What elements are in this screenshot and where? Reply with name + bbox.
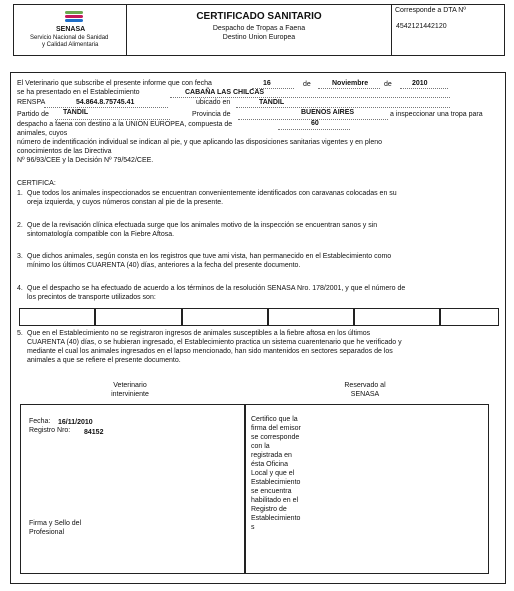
item-number: 4. bbox=[17, 285, 23, 292]
animals-text: animales, cuyos bbox=[17, 130, 68, 137]
document-subtitle-1: Despacho de Tropas a Faena bbox=[212, 25, 306, 32]
certifico-line: Local y que el bbox=[251, 470, 295, 477]
year-line bbox=[400, 88, 448, 89]
count-line bbox=[278, 129, 350, 130]
establishment-intro: se ha presentado en el Establecimiento bbox=[17, 89, 140, 96]
partido-line bbox=[55, 119, 170, 120]
precinct-field-1[interactable] bbox=[19, 308, 95, 326]
ident-text-2: conocimientos de las Directiva bbox=[17, 148, 112, 155]
item-text-line: sintomatología compatible con la Fiebre Aftosa. bbox=[27, 231, 175, 238]
item-number: 3. bbox=[17, 253, 23, 260]
date-year: 2010 bbox=[412, 80, 428, 87]
month-line bbox=[318, 88, 380, 89]
certifico-line: Establecimiento bbox=[251, 515, 301, 522]
certifico-line: se encuentra bbox=[251, 488, 292, 495]
certifico-line: Certifico que la bbox=[251, 416, 298, 423]
logo-bar-green bbox=[65, 11, 83, 14]
partido-label: Partido de bbox=[17, 111, 49, 118]
certifico-line: firma del emisor bbox=[251, 425, 301, 432]
item-text-line: mediante el cual los animales ingresados en el lapso mencionado, han sido mantenidos en sectores separados de los bbox=[27, 348, 393, 355]
item-text-line: animales a que se refiere el presente documento. bbox=[27, 357, 181, 364]
item-text-line: Que en el Establecimiento no se registraron ingresos de animales susceptibles a la fiebre aftosa en los últimos bbox=[27, 330, 371, 337]
renspa-label: RENSPA bbox=[17, 99, 46, 106]
item-text-line: Que todos los animales inspeccionados se encuentran convenientemente identificados con caravanas colocadas en su bbox=[27, 190, 397, 197]
certifico-line: s bbox=[251, 524, 255, 531]
de-text-1: de bbox=[303, 81, 311, 88]
dta-label: Corresponde a DTA Nº bbox=[395, 7, 466, 14]
partido-value: TANDIL bbox=[63, 109, 89, 116]
document-title: CERTIFICADO SANITARIO bbox=[196, 11, 322, 22]
item-text-line: Que el despacho se ha efectuado de acuerdo a los términos de la resolución SENASA Nro. 178/2001, y que el número de bbox=[27, 285, 406, 292]
certifico-line: ésta Oficina bbox=[251, 461, 288, 468]
precinct-field-4[interactable] bbox=[268, 308, 354, 326]
precinct-field-6[interactable] bbox=[440, 308, 499, 326]
date-day: 16 bbox=[263, 80, 271, 87]
logo-bar-blue bbox=[65, 19, 83, 22]
animal-count: 60 bbox=[311, 120, 319, 127]
certifico-line: se corresponde bbox=[251, 434, 300, 441]
item-number: 5. bbox=[17, 330, 23, 337]
item-number: 2. bbox=[17, 222, 23, 229]
fecha-label: Fecha: bbox=[29, 418, 51, 425]
dta-number: 4542121442120 bbox=[396, 23, 447, 30]
provincia-value: BUENOS AIRES bbox=[301, 109, 355, 116]
certifico-line: con la bbox=[251, 443, 270, 450]
precinct-field-5[interactable] bbox=[354, 308, 440, 326]
inspect-text: a inspeccionar una tropa para bbox=[390, 111, 483, 118]
item-text-line: oreja izquierda, y cuyos números constan al pie de la presente. bbox=[27, 199, 224, 206]
org-full-name-2: y Calidad Alimentaria bbox=[42, 42, 99, 48]
senasa-heading-2: SENASA bbox=[350, 391, 380, 398]
renspa-value: 54.864.8.75745.41 bbox=[76, 99, 135, 106]
firma-label-1: Firma y Sello del bbox=[29, 520, 82, 527]
date-month: Noviembre bbox=[332, 80, 369, 87]
item-text-line: Que de la revisación clínica efectuada surge que los animales motivo de la inspección se encuentran sanos y sin bbox=[27, 222, 378, 229]
ubicado-label: ubicado en bbox=[196, 99, 231, 106]
item-text-line: Que dichos animales, según consta en los registros que tuve ami vista, han permanecido en el Establecimiento como bbox=[27, 253, 392, 260]
certifico-line: Registro de bbox=[251, 506, 287, 513]
precinct-field-3[interactable] bbox=[182, 308, 268, 326]
despacho-text: despacho a faena con destino a la UNION EUROPEA, compuesta de bbox=[17, 121, 233, 128]
establishment-line bbox=[170, 97, 450, 98]
senasa-logo-icon bbox=[65, 11, 83, 22]
de-text-2: de bbox=[384, 81, 392, 88]
location-value: TANDIL bbox=[259, 99, 285, 106]
firma-label-2: Profesional bbox=[29, 529, 65, 536]
signature-divider bbox=[244, 404, 246, 574]
fecha-value: 16/11/2010 bbox=[58, 419, 93, 426]
ident-text-1: número de indentificación individual se indican al pie, y que aplicando las disposiciones sanitarias vigentes y en pleno bbox=[17, 139, 383, 146]
logo-bar-magenta bbox=[65, 15, 83, 18]
intro-text: El Veterinario que subscribe el presente informe que con fecha bbox=[17, 80, 212, 87]
certifico-line: Establecimiento bbox=[251, 479, 301, 486]
ident-text-3: Nº 96/93/CEE y la Decisión Nº 79/542/CEE. bbox=[17, 157, 154, 164]
certifica-heading: CERTIFICA: bbox=[17, 180, 56, 187]
provincia-label: Provincia de bbox=[192, 111, 231, 118]
org-full-name-1: Servicio Nacional de Sanidad bbox=[30, 35, 109, 41]
establishment-name: CABAÑA LAS CHILCAS bbox=[185, 89, 265, 96]
certifico-line: registrada en bbox=[251, 452, 292, 459]
item-text-line: mínimo los últimos CUARENTA (40) días, anteriores a la fecha del presente documento. bbox=[27, 262, 301, 269]
registro-label: Registro Nro: bbox=[29, 427, 71, 434]
document-subtitle-2: Destino Union Europea bbox=[222, 34, 296, 41]
vet-heading-2: interviniente bbox=[111, 391, 149, 398]
item-number: 1. bbox=[17, 190, 23, 197]
vet-heading-1: Veterinario bbox=[113, 382, 147, 389]
org-name: SENASA bbox=[56, 26, 86, 33]
precinct-field-2[interactable] bbox=[95, 308, 182, 326]
senasa-heading-1: Reservado al bbox=[344, 382, 386, 389]
registro-value: 84152 bbox=[84, 429, 104, 436]
item-text-line: los precintos de transporte utilizados son: bbox=[27, 294, 156, 301]
certifico-line: habilitado en el bbox=[251, 497, 299, 504]
item-text-line: CUARENTA (40) días, o se hubieran ingresado, el Establecimiento practica un sistema cuarentenario que he verificado y bbox=[27, 339, 402, 346]
